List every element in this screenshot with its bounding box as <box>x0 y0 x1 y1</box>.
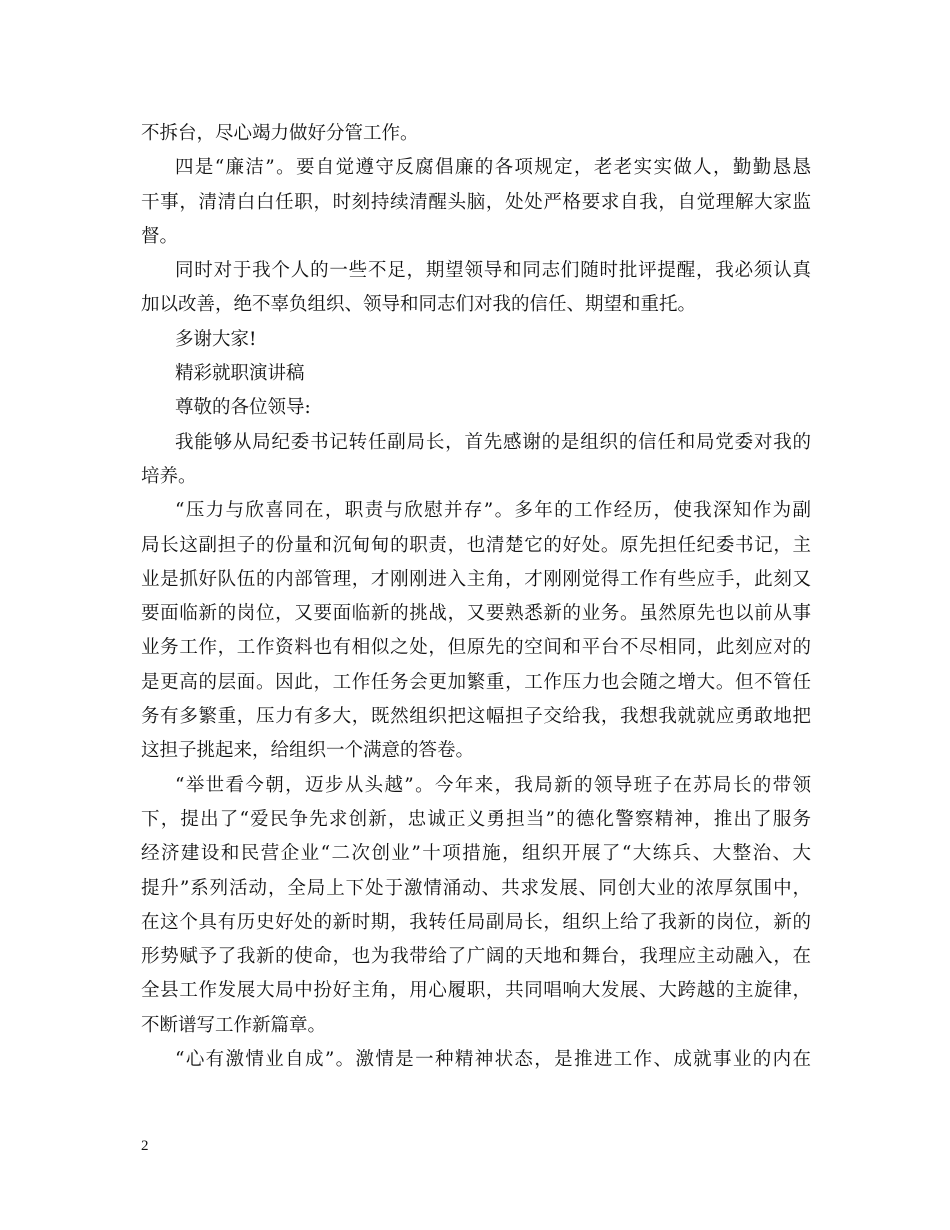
text-line: 干事，清清白白任职，时刻持续清醒头脑，处处严格要求自我，自觉理解大家监 <box>141 191 811 213</box>
text-line: 督。 <box>141 225 179 247</box>
text-line: 经济建设和民营企业“二次创业”十项措施，组织开展了“大练兵、大整治、大 <box>141 843 811 865</box>
text-line: 精彩就职演讲稿 <box>175 363 305 385</box>
text-line: 我能够从局纪委书记转任副局长，首先感谢的是组织的信任和局党委对我的 <box>175 431 811 453</box>
text-line: 业务工作，工作资料也有相似之处，但原先的空间和平台不尽相同，此刻应对的 <box>141 637 811 659</box>
text-line: “压力与欣喜同在，职责与欣慰并存”。多年的工作经历，使我深知作为副 <box>175 500 811 522</box>
text-line: 要面临新的岗位，又要面临新的挑战，又要熟悉新的业务。虽然原先也以前从事 <box>141 603 811 625</box>
text-line: 是更高的层面。因此，工作任务会更加繁重，工作压力也会随之增大。但不管任 <box>141 671 811 693</box>
text-line: 不断谱写工作新篇章。 <box>141 1014 327 1036</box>
text-line: 加以改善，绝不辜负组织、领导和同志们对我的信任、期望和重托。 <box>141 294 697 316</box>
text-line: 同时对于我个人的一些不足，期望领导和同志们随时批评提醒，我必须认真 <box>175 260 811 282</box>
text-line: “心有激情业自成”。激情是一种精神状态，是推进工作、成就事业的内在 <box>175 1049 811 1071</box>
text-line: 培养。 <box>141 465 197 487</box>
document-body <box>141 117 811 1077</box>
text-line: “举世看今朝，迈步从头越”。今年来，我局新的领导班子在苏局长的带领 <box>175 774 811 796</box>
text-line: 多谢大家! <box>175 328 257 350</box>
text-line: 四是“廉洁”。要自觉遵守反腐倡廉的各项规定，老老实实做人，勤勤恳恳 <box>175 157 811 179</box>
text-line: 形势赋予了我新的使命，也为我带给了广阔的天地和舞台，我理应主动融入，在 <box>141 946 811 968</box>
text-line: 务有多繁重，压力有多大，既然组织把这幅担子交给我，我想我就就应勇敢地把 <box>141 706 811 728</box>
text-line: 下，提出了“爱民争先求创新，忠诚正义勇担当”的德化警察精神，推出了服务 <box>141 808 811 830</box>
text-line: 提升”系列活动，全局上下处于激情涌动、共求发展、同创大业的浓厚氛围中， <box>141 877 811 899</box>
text-line: 在这个具有历史好处的新时期，我转任局副局长，组织上给了我新的岗位，新的 <box>141 911 811 933</box>
page-number: 2 <box>141 1138 149 1154</box>
text-line: 业是抓好队伍的内部管理，才刚刚进入主角，才刚刚觉得工作有些应手，此刻又 <box>141 568 811 590</box>
text-line: 局长这副担子的份量和沉甸甸的职责，也清楚它的好处。原先担任纪委书记，主 <box>141 534 811 556</box>
text-line: 不拆台，尽心竭力做好分管工作。 <box>141 123 419 144</box>
text-line: 全县工作发展大局中扮好主角，用心履职，共同唱响大发展、大跨越的主旋律， <box>141 980 811 1002</box>
text-line: 尊敬的各位领导: <box>175 397 311 419</box>
text-line: 这担子挑起来，给组织一个满意的答卷。 <box>141 740 475 762</box>
